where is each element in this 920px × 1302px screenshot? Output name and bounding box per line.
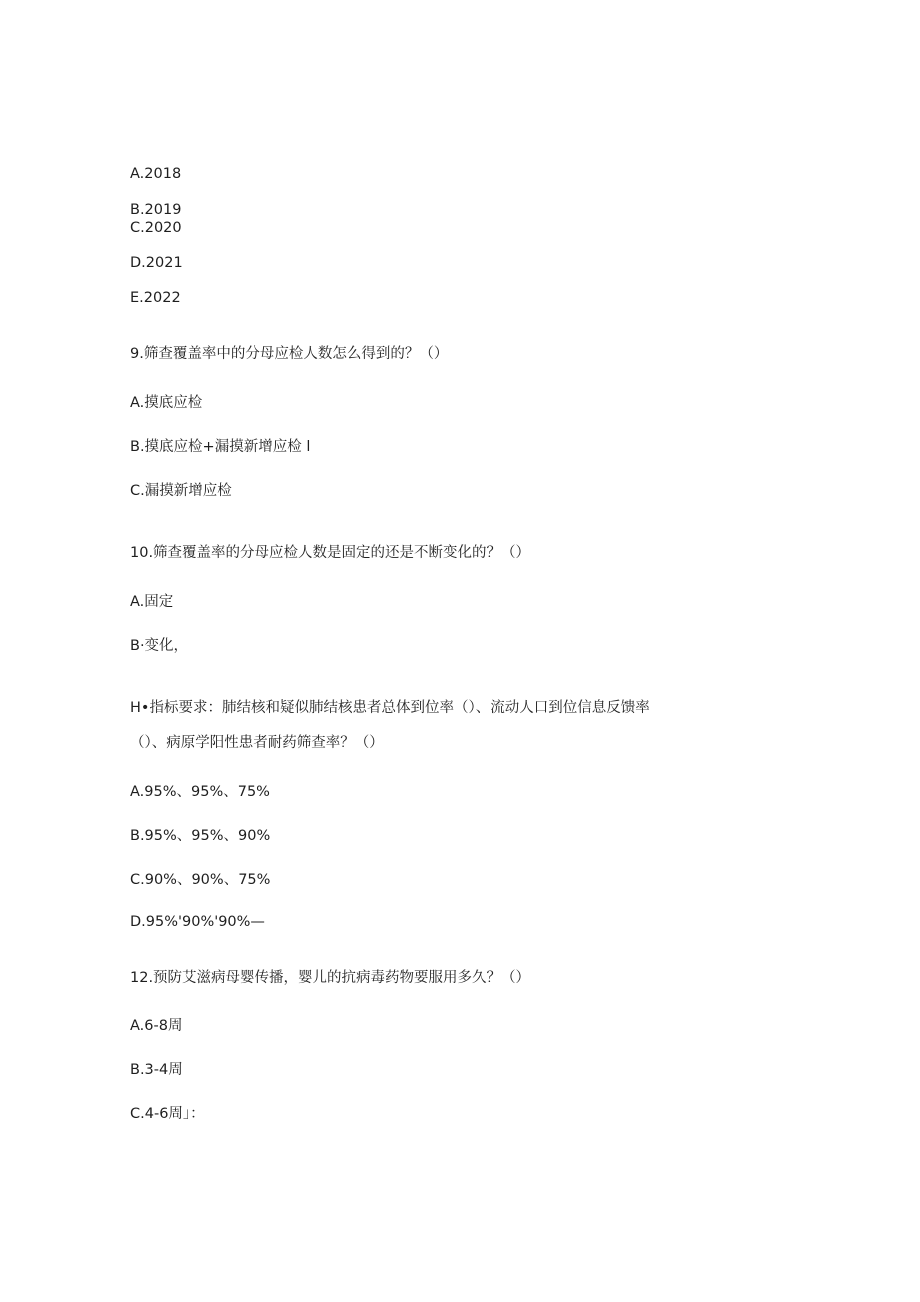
q8-option-d: D.2021 [130,255,183,271]
q11-option-a: A.95%、95%、75% [130,784,270,800]
q9-option-a: A.摸底应检 [130,395,203,411]
q9-question: 9.筛查覆盖率中的分母应检人数怎么得到的？（） [130,346,449,362]
q8-option-a: A.2018 [130,166,182,182]
q12-option-c: C.4-6周」： [130,1106,205,1122]
q10-option-b: B·变化， [130,638,189,654]
q9-option-c: C.漏摸新增应检 [130,483,232,499]
q11-option-c: C.90%、90%、75% [130,872,271,888]
q8-option-b: B.2019 [130,202,182,218]
q8-option-c: C.2020 [130,220,182,236]
q11-option-d: D.95%'90%'90%— [130,914,265,930]
q10-option-a: A.固定 [130,594,174,610]
q11-question-line2: （）、病原学阳性患者耐药筛查率？（） [130,735,384,751]
q11-option-b: B.95%、95%、90% [130,828,271,844]
q12-option-a: A.6-8周 [130,1018,183,1034]
q12-option-b: B.3-4周 [130,1062,183,1078]
q11-question-line1: H•指标要求：肺结核和疑似肺结核患者总体到位率（）、流动人口到位信息反馈率 [130,700,650,716]
q10-question: 10.筛查覆盖率的分母应检人数是固定的还是不断变化的？（） [130,545,531,561]
q9-option-b: B.摸底应检+漏摸新增应检 l [130,439,311,455]
q8-option-e: E.2022 [130,290,181,306]
q12-question: 12.预防艾滋病母婴传播，婴儿的抗病毒药物要服用多久？（） [130,970,531,986]
